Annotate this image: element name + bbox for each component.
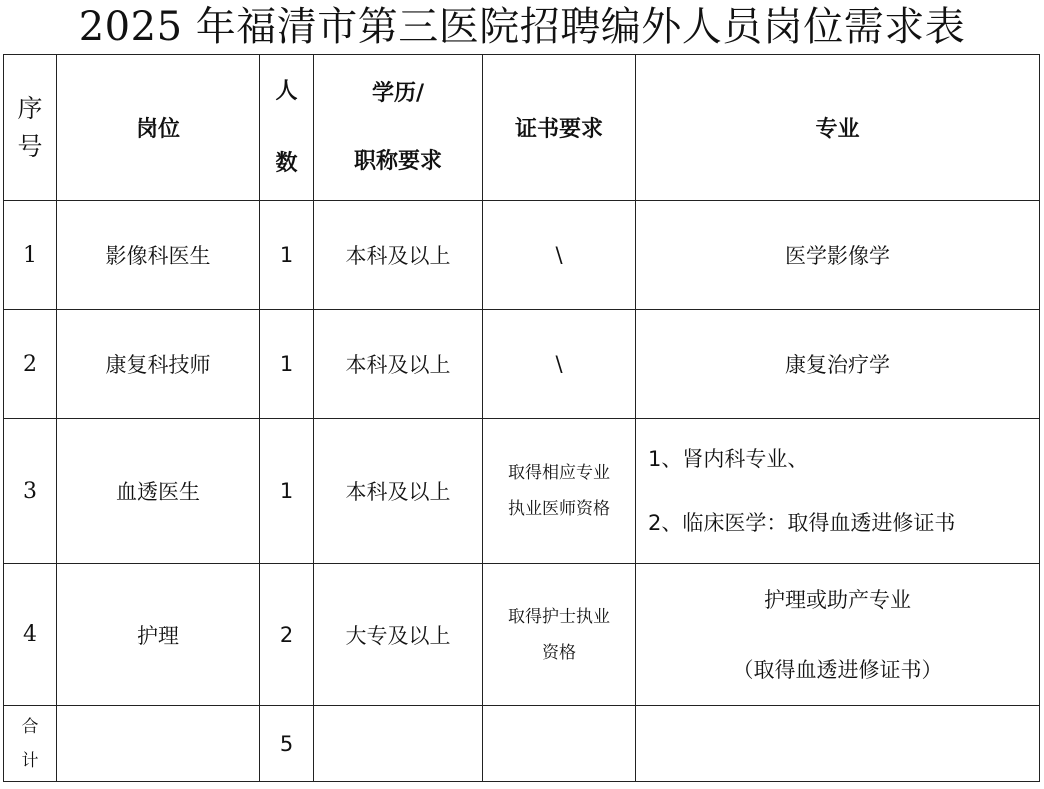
total-label-line-1: 合 <box>21 716 39 737</box>
row-major-line-1: 1、肾内科专业、 <box>648 447 809 471</box>
row-certificate-line-2: 执业医师资格 <box>508 499 610 519</box>
row-position: 康复科技师 <box>57 310 260 419</box>
row-certificate: \ <box>483 201 636 310</box>
header-count-line-1: 人 <box>275 78 298 104</box>
header-seq-line-1: 序 <box>17 93 43 123</box>
row-position: 影像科医生 <box>57 201 260 310</box>
row-seq: 1 <box>4 201 57 310</box>
total-education-empty <box>314 706 483 782</box>
row-certificate-line-1: 取得相应专业 <box>508 463 610 483</box>
row-certificate <box>483 564 636 706</box>
total-certificate-empty <box>483 706 636 782</box>
row-seq: 2 <box>4 310 57 419</box>
row-education: 本科及以上 <box>314 201 483 310</box>
row-position: 血透医生 <box>57 419 260 564</box>
header-major: 专业 <box>636 55 1040 201</box>
header-position: 岗位 <box>57 55 260 201</box>
table-header-row <box>4 55 1040 201</box>
row-count: 1 <box>260 201 314 310</box>
row-major-line-1: 护理或助产专业 <box>764 587 911 612</box>
row-count: 2 <box>260 564 314 706</box>
row-count: 1 <box>260 419 314 564</box>
row-major: 康复治疗学 <box>636 310 1040 419</box>
total-row <box>4 706 1040 782</box>
total-major-empty <box>636 706 1040 782</box>
row-certificate-line-1: 取得护士执业 <box>508 606 610 627</box>
table-row <box>4 419 1040 564</box>
table-row <box>4 310 1040 419</box>
row-certificate: \ <box>483 310 636 419</box>
row-education: 本科及以上 <box>314 310 483 419</box>
header-seq <box>4 55 57 201</box>
row-major <box>636 564 1040 706</box>
row-certificate <box>483 419 636 564</box>
header-count-line-2: 数 <box>275 150 298 176</box>
row-count: 1 <box>260 310 314 419</box>
header-certificate: 证书要求 <box>483 55 636 201</box>
header-education-line-2: 职称要求 <box>353 148 442 174</box>
row-certificate-line-2: 资格 <box>542 642 576 663</box>
row-major: 医学影像学 <box>636 201 1040 310</box>
row-major-line-2: （取得血透进修证书） <box>732 657 943 682</box>
table-row <box>4 564 1040 706</box>
total-label <box>4 706 57 782</box>
row-major <box>636 419 1040 564</box>
header-count <box>260 55 314 201</box>
row-education: 大专及以上 <box>314 564 483 706</box>
page-title: 2025 年福清市第三医院招聘编外人员岗位需求表 <box>78 4 966 50</box>
position-requirements-table <box>3 54 1040 782</box>
row-position: 护理 <box>57 564 260 706</box>
total-count: 5 <box>260 706 314 782</box>
row-education: 本科及以上 <box>314 419 483 564</box>
row-major-line-2: 2、临床医学：取得血透进修证书 <box>648 511 956 535</box>
row-seq: 3 <box>4 419 57 564</box>
header-education <box>314 55 483 201</box>
row-seq: 4 <box>4 564 57 706</box>
total-position-empty <box>57 706 260 782</box>
header-seq-line-2: 号 <box>17 131 43 161</box>
total-label-line-2: 计 <box>21 750 39 771</box>
table-row <box>4 201 1040 310</box>
header-education-line-1: 学历/ <box>371 80 425 106</box>
